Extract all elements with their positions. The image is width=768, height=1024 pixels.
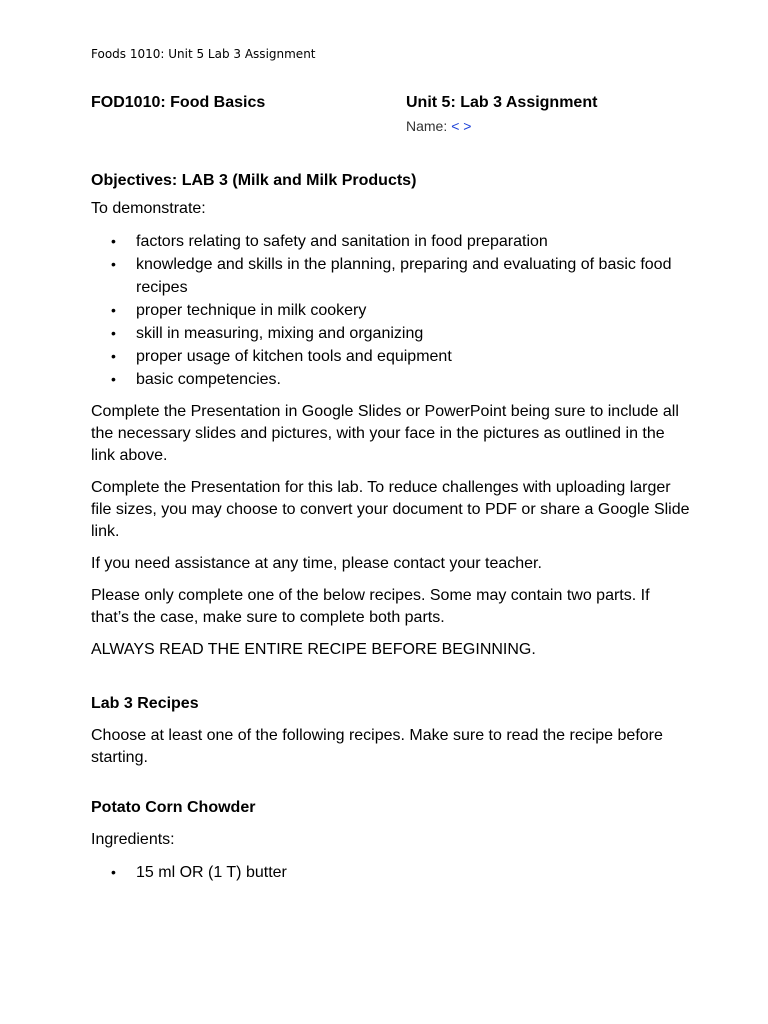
recipes-heading: Lab 3 Recipes xyxy=(91,695,199,712)
instruction-paragraph: Please only complete one of the below recipes. Some may contain two parts. If that’s the case, make sure to complete both parts. xyxy=(91,587,650,626)
bullet-icon: • xyxy=(111,325,116,341)
ingredients-list xyxy=(91,861,691,884)
instruction-paragraph: If you need assistance at any time, please contact your teacher. xyxy=(91,555,542,572)
bullet-icon: • xyxy=(111,864,116,880)
running-header: Foods 1010: Unit 5 Lab 3 Assignment xyxy=(91,47,316,61)
objectives-heading: Objectives: LAB 3 (Milk and Milk Products) xyxy=(91,172,417,189)
document-body xyxy=(91,170,691,884)
list-item: • proper technique in milk cookery xyxy=(91,299,691,322)
bullet-icon: • xyxy=(111,371,116,387)
recipes-intro: Choose at least one of the following recipes. Make sure to read the recipe before starting. xyxy=(91,727,663,766)
list-item: • factors relating to safety and sanitation in food preparation xyxy=(91,230,691,253)
list-item: • 15 ml OR (1 T) butter xyxy=(91,861,691,884)
instruction-paragraph: ALWAYS READ THE ENTIRE RECIPE BEFORE BEGINNING. xyxy=(91,641,536,658)
ingredients-label: Ingredients: xyxy=(91,831,175,848)
list-item: • knowledge and skills in the planning, preparing and evaluating of basic food recipes xyxy=(91,253,691,299)
name-label: Name: xyxy=(406,118,448,134)
recipe-title: Potato Corn Chowder xyxy=(91,799,256,816)
bullet-icon: • xyxy=(111,302,116,318)
list-item: • proper usage of kitchen tools and equipment xyxy=(91,345,691,368)
bullet-icon: • xyxy=(111,256,116,272)
instruction-paragraph: Complete the Presentation in Google Slides or PowerPoint being sure to include all the necessary slides and pictures, with your face in the pictures as outlined in the link above. xyxy=(91,403,679,464)
assignment-title: Unit 5: Lab 3 Assignment xyxy=(406,94,598,111)
bullet-icon: • xyxy=(111,233,116,249)
name-field[interactable] xyxy=(406,118,471,134)
list-item: • skill in measuring, mixing and organizing xyxy=(91,322,691,345)
bullet-icon: • xyxy=(111,348,116,364)
instruction-paragraph: Complete the Presentation for this lab. To reduce challenges with uploading larger file sizes, you may choose to convert your document to PDF or share a Google Slide link. xyxy=(91,479,690,540)
name-placeholder[interactable]: < > xyxy=(451,118,472,134)
objectives-intro: To demonstrate: xyxy=(91,200,206,217)
list-item: • basic competencies. xyxy=(91,368,691,391)
course-title: FOD1010: Food Basics xyxy=(91,94,266,111)
objectives-list xyxy=(91,230,691,391)
